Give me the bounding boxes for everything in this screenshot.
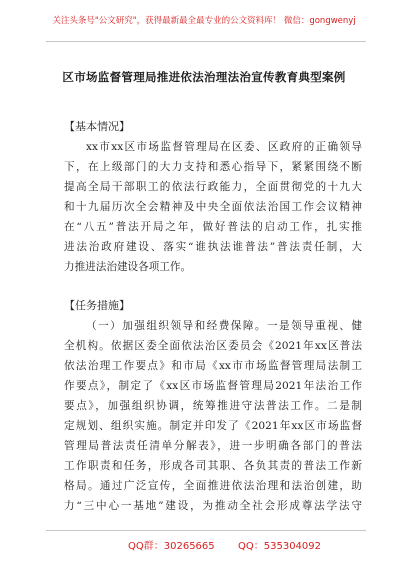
paragraph-line: 提高全局干部职工的依法行政能力，全面贯彻党的十九大 xyxy=(64,181,362,193)
paragraph-line: 在“八五”普法开局之年，做好普法的启动工作，扎实推 xyxy=(64,221,362,233)
footer-qq-contact: QQ：535304092 xyxy=(238,541,322,552)
paragraph-line: 下，在上级部门的大力支持和悉心指导下，紧紧围绕不断 xyxy=(64,161,362,173)
paragraph-line: 依法治理工作要点》和市局《xx市市场监督管理局法制工 xyxy=(64,360,362,372)
section-label-measures: 【任务措施】 xyxy=(64,299,130,312)
paragraph-line: （一）加强组织领导和经费保障。一是领导重视、健 xyxy=(86,320,362,332)
paragraph-line: 要点》，加强组织协调，统筹推进守法普法工作。二是制 xyxy=(64,400,362,412)
paragraph-line: 作要点》，制定了《xx区市场监督管理局2021年法治工作 xyxy=(64,380,362,392)
header-promo-note: 关注头条号"公文研究"，获得最新最全最专业的公文资料库！ 微信：gongwenyj xyxy=(52,16,356,26)
paragraph-line: 和十九届历次全会精神及中央全面依法治国工作会议精神 xyxy=(64,201,362,213)
paragraph-line: 全机构。依据区委全面依法治区委员会《2021年xx区普法 xyxy=(64,340,362,352)
footer-qq-group: QQ群：30265665 xyxy=(128,541,215,552)
section-body-basic xyxy=(64,137,362,277)
paragraph-line: 定规划、组织实施。制定并印发了《2021年xx区市场监督 xyxy=(64,420,362,432)
document-title: 区市场监督管理局推进依法治理法治宣传教育典型案例 xyxy=(62,70,346,84)
paragraph-line: 力“三中心一基地”建设，为推动全社会形成尊法学法守 xyxy=(64,500,362,512)
header-divider xyxy=(46,41,366,42)
paragraph-line: 工作职责和任务，形成各司其职、各负其责的普法工作新 xyxy=(64,460,362,472)
section-body-measures xyxy=(64,316,362,516)
footer-divider xyxy=(46,530,366,531)
paragraph-line: 管理局普法责任清单分解表》，进一步明确各部门的普法 xyxy=(64,440,362,452)
paragraph-line: xx市xx区市场监督管理局在区委、区政府的正确领导 xyxy=(86,141,362,153)
paragraph-line: 格局。通过广泛宣传，全面推进依法治理和法治创建，助 xyxy=(64,480,362,492)
paragraph-line: 进法治政府建设、落实“谁执法谁普法”普法责任制，大 xyxy=(64,241,362,253)
paragraph-line: 力推进法治建设各项工作。 xyxy=(64,261,192,273)
section-label-basic: 【基本情况】 xyxy=(64,120,130,133)
